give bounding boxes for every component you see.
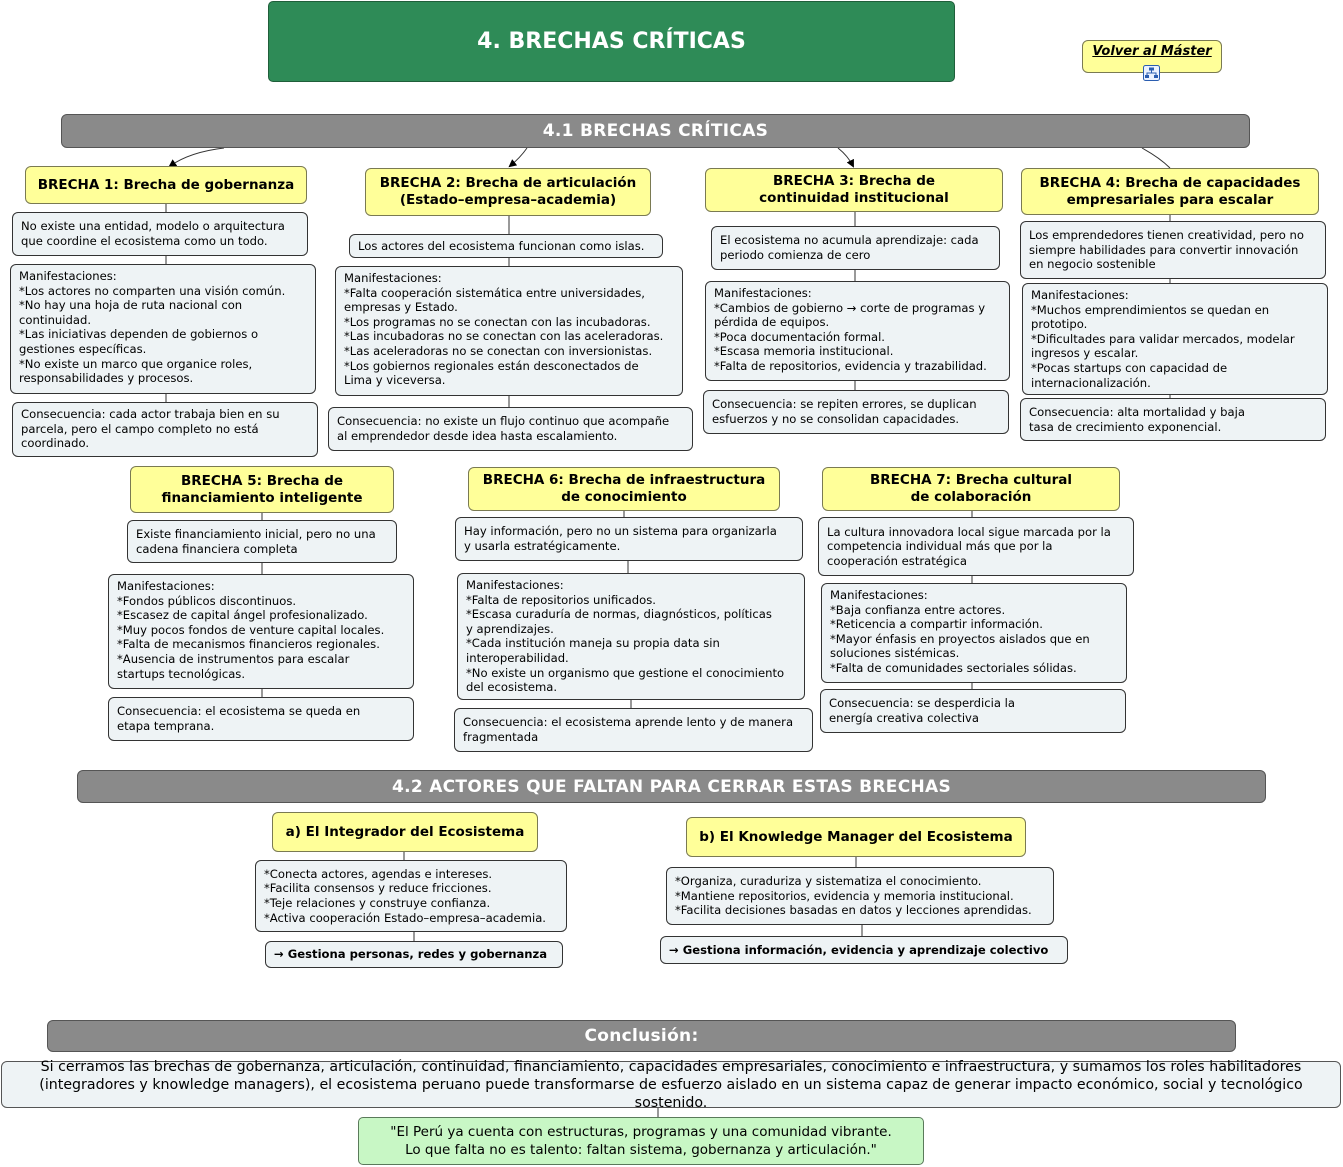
brecha-1-consequence: Consecuencia: cada actor trabaja bien en su parcela, pero el campo completo no está coordinado. bbox=[12, 402, 318, 457]
brecha-5-node[interactable]: BRECHA 5: Brecha de financiamiento inteligente bbox=[130, 466, 394, 513]
actor-integrador-summary: → Gestiona personas, redes y gobernanza bbox=[265, 941, 563, 968]
brecha-4-consequence: Consecuencia: alta mortalidad y baja tasa de crecimiento exponencial. bbox=[1020, 398, 1326, 441]
section-bar-brechas: 4.1 BRECHAS CRÍTICAS bbox=[61, 114, 1250, 148]
section-bar-actores: 4.2 ACTORES QUE FALTAN PARA CERRAR ESTAS BRECHAS bbox=[77, 770, 1266, 803]
brecha-1-manifestations: Manifestaciones: *Los actores no comparten una visión común. *No hay una hoja de ruta nacional con continuidad. *Las iniciativas dependen de gobiernos o gestiones específicas. *No existe un marco que organice roles, responsabilidades y procesos. bbox=[10, 264, 316, 394]
conclusion-quote: "El Perú ya cuenta con estructuras, programas y una comunidad vibrante. Lo que falta no es talento: faltan sistema, gobernanza y articulación." bbox=[358, 1117, 924, 1165]
brecha-4-manifestations: Manifestaciones: *Muchos emprendimientos se quedan en prototipo. *Dificultades para validar mercados, modelar ingresos y escalar. *Pocas startups con capacidad de internacionalización. bbox=[1022, 283, 1328, 395]
brecha-3-consequence: Consecuencia: se repiten errores, se duplican esfuerzos y no se consolidan capacidades. bbox=[703, 390, 1009, 434]
back-to-master-link[interactable]: Volver al Máster bbox=[1082, 40, 1222, 73]
actor-knowledge-manager-summary: → Gestiona información, evidencia y aprendizaje colectivo bbox=[660, 936, 1068, 964]
brecha-7-description: La cultura innovadora local sigue marcada por la competencia individual más que por la cooperación estratégica bbox=[818, 517, 1134, 576]
sitemap-icon[interactable] bbox=[1143, 65, 1160, 81]
brecha-3-node[interactable]: BRECHA 3: Brecha de continuidad institucional bbox=[705, 168, 1003, 212]
actor-integrador-items: *Conecta actores, agendas e intereses. *Facilita consensos y reduce fricciones. *Teje relaciones y construye confianza. *Activa cooperación Estado–empresa–academia. bbox=[255, 860, 567, 932]
actor-knowledge-manager-items: *Organiza, curaduriza y sistematiza el conocimiento. *Mantiene repositorios, evidencia y memoria institucional. *Facilita decisiones basadas en datos y lecciones aprendidas. bbox=[666, 867, 1054, 925]
actor-integrador-node[interactable]: a) El Integrador del Ecosistema bbox=[272, 812, 538, 852]
brecha-1-description: No existe una entidad, modelo o arquitectura que coordine el ecosistema como un todo. bbox=[12, 212, 308, 256]
brecha-6-description: Hay información, pero no un sistema para organizarla y usarla estratégicamente. bbox=[455, 517, 803, 561]
brecha-6-manifestations: Manifestaciones: *Falta de repositorios unificados. *Escasa curaduría de normas, diagnósticos, políticas y aprendizajes. *Cada institución maneja su propia data sin interoperabilidad. *No existe un organismo que gestione el conocimiento del ecosistema. bbox=[457, 573, 805, 700]
section-bar-conclusion: Conclusión: bbox=[47, 1020, 1236, 1052]
actor-knowledge-manager-node[interactable]: b) El Knowledge Manager del Ecosistema bbox=[686, 817, 1026, 857]
brecha-7-consequence: Consecuencia: se desperdicia la energía creativa colectiva bbox=[820, 689, 1126, 733]
brecha-2-consequence: Consecuencia: no existe un flujo continuo que acompañe al emprendedor desde idea hasta escalamiento. bbox=[328, 407, 693, 451]
brecha-5-manifestations: Manifestaciones: *Fondos públicos discontinuos. *Escasez de capital ángel profesionalizado. *Muy pocos fondos de venture capital locales. *Falta de mecanismos financieros regionales. *Ausencia de instrumentos para escalar startups tecnológicas. bbox=[108, 574, 414, 689]
brecha-5-consequence: Consecuencia: el ecosistema se queda en etapa temprana. bbox=[108, 697, 414, 741]
brecha-4-description: Los emprendedores tienen creatividad, pero no siempre habilidades para convertir innovación en negocio sostenible bbox=[1020, 221, 1326, 279]
brecha-7-node[interactable]: BRECHA 7: Brecha cultural de colaboración bbox=[822, 467, 1120, 511]
page-title: 4. BRECHAS CRÍTICAS bbox=[268, 1, 955, 82]
brecha-7-manifestations: Manifestaciones: *Baja confianza entre actores. *Reticencia a compartir información. *Mayor énfasis en proyectos aislados que en soluciones sistémicas. *Falta de comunidades sectoriales sólidas. bbox=[821, 583, 1127, 683]
brecha-6-node[interactable]: BRECHA 6: Brecha de infraestructura de conocimiento bbox=[468, 467, 780, 511]
brecha-2-description: Los actores del ecosistema funcionan como islas. bbox=[349, 234, 663, 258]
brecha-2-node[interactable]: BRECHA 2: Brecha de articulación (Estado–empresa–academia) bbox=[365, 168, 651, 216]
brecha-4-node[interactable]: BRECHA 4: Brecha de capacidades empresariales para escalar bbox=[1021, 168, 1319, 215]
brecha-2-manifestations: Manifestaciones: *Falta cooperación sistemática entre universidades, empresas y Estado. *Los programas no se conectan con las incubadoras. *Las incubadoras no se conectan con las aceleradoras. *Las aceleradoras no se conectan con inversionistas. *Los gobiernos regionales están desconectados de Lima y viceversa. bbox=[335, 266, 683, 396]
brecha-5-description: Existe financiamiento inicial, pero no una cadena financiera completa bbox=[127, 520, 397, 563]
brecha-1-node[interactable]: BRECHA 1: Brecha de gobernanza bbox=[25, 166, 307, 204]
brecha-3-manifestations: Manifestaciones: *Cambios de gobierno → corte de programas y pérdida de equipos. *Poca documentación formal. *Escasa memoria institucional. *Falta de repositorios, evidencia y trazabilidad. bbox=[705, 281, 1010, 381]
brecha-3-description: El ecosistema no acumula aprendizaje: cada periodo comienza de cero bbox=[711, 226, 1000, 270]
conclusion-text: Si cerramos las brechas de gobernanza, articulación, continuidad, financiamiento, capacidades empresariales, conocimiento e infraestructura, y sumamos los roles habilitadores (integradores y knowledge managers), el ecosistema peruano puede transformarse de esfuerzo aislado en un sistema capaz de generar impacto económico, social y tecnológico sostenido. bbox=[1, 1061, 1341, 1108]
brecha-6-consequence: Consecuencia: el ecosistema aprende lento y de manera fragmentada bbox=[454, 708, 813, 752]
